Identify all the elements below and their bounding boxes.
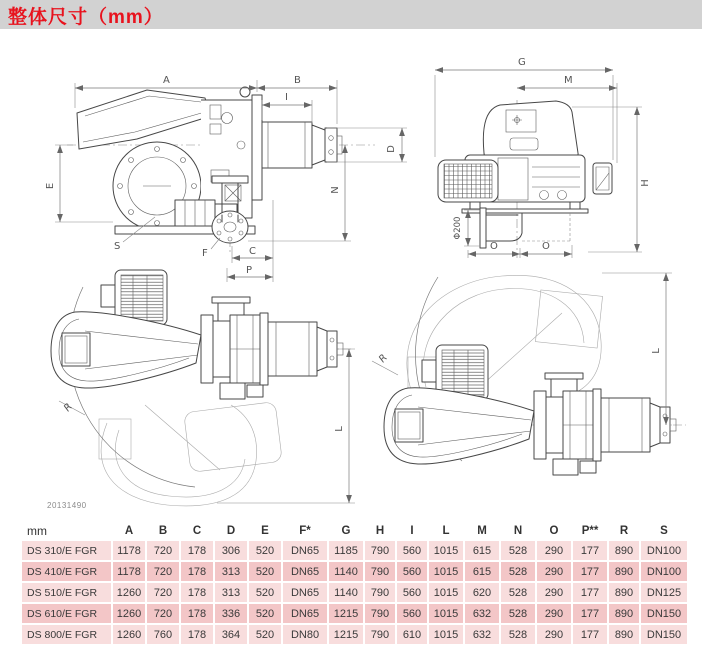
value-cell: 290 [537, 562, 571, 581]
value-cell: 1140 [329, 562, 363, 581]
top-view-right-drawing [350, 265, 702, 520]
value-cell: 177 [573, 541, 607, 560]
value-cell: 620 [465, 583, 499, 602]
flue-pipe [486, 213, 522, 241]
value-cell: 760 [147, 625, 179, 644]
value-cell: 560 [397, 562, 427, 581]
junction-box [101, 285, 115, 307]
value-cell: 1015 [429, 604, 463, 623]
value-cell: 1185 [329, 541, 363, 560]
header-col-f: F* [283, 522, 327, 539]
dim-label-a: A [163, 75, 170, 86]
value-cell: 1260 [113, 604, 145, 623]
dim-label-c: C [249, 246, 256, 257]
value-cell: 720 [147, 562, 179, 581]
value-cell: 1015 [429, 562, 463, 581]
value-cell: 290 [537, 625, 571, 644]
value-cell: 178 [181, 625, 213, 644]
value-cell: 1178 [113, 562, 145, 581]
inspection-window [62, 333, 90, 366]
value-cell: 615 [465, 562, 499, 581]
hood-outline [77, 90, 211, 149]
value-cell: DN100 [641, 541, 687, 560]
table-row [22, 562, 687, 581]
model-cell: DS 310/E FGR [22, 541, 111, 560]
value-cell: 313 [215, 562, 247, 581]
rear-cone [650, 403, 660, 447]
table-row [22, 583, 687, 602]
gun-neck [213, 321, 230, 377]
value-cell: 306 [215, 541, 247, 560]
rear-cap [327, 331, 337, 367]
ext-i [262, 100, 312, 123]
value-cell: 610 [397, 625, 427, 644]
dim-label-dia: Φ200 [453, 216, 463, 240]
value-cell: 520 [249, 604, 281, 623]
top-cover [483, 101, 578, 158]
value-cell: 1260 [113, 625, 145, 644]
header-col-d: D [215, 522, 247, 539]
rear-cylinder [601, 398, 650, 452]
value-cell: DN100 [641, 562, 687, 581]
header-col-m: M [465, 522, 499, 539]
value-cell: 290 [537, 541, 571, 560]
header-col-i: I [397, 522, 427, 539]
header-col-c: C [181, 522, 213, 539]
value-cell: 560 [397, 541, 427, 560]
value-cell: DN65 [283, 583, 327, 602]
dim-label-l: L [651, 348, 662, 354]
junction-box [422, 360, 436, 382]
gun-flange-2 [593, 389, 601, 461]
value-cell: DN65 [283, 562, 327, 581]
leader-f [211, 238, 220, 249]
header-col-r: R [609, 522, 639, 539]
dim-label-o1: O [490, 241, 498, 252]
value-cell: 890 [609, 583, 639, 602]
value-cell: 890 [609, 562, 639, 581]
value-cell: 560 [397, 604, 427, 623]
value-cell: 528 [501, 562, 535, 581]
value-cell: 528 [501, 625, 535, 644]
value-cell: 790 [365, 541, 395, 560]
motor-fins [121, 275, 163, 321]
value-cell: 890 [609, 541, 639, 560]
value-cell: DN80 [283, 625, 327, 644]
table-body [22, 541, 687, 644]
value-cell: DN65 [283, 604, 327, 623]
value-cell: 520 [249, 562, 281, 581]
pump-block-2 [580, 461, 596, 473]
rear-cap [660, 407, 670, 443]
table-header-row [22, 522, 687, 539]
end-cap [325, 128, 337, 162]
dim-label-p: P [246, 265, 253, 276]
side-view-drawing [15, 50, 420, 290]
value-cell: 632 [465, 604, 499, 623]
dim-label-h: H [640, 179, 651, 187]
value-cell: 520 [249, 625, 281, 644]
header-col-s: S [641, 522, 687, 539]
value-cell: 790 [365, 625, 395, 644]
header-unit-label: mm [22, 522, 111, 539]
table-row [22, 604, 687, 623]
value-cell: 313 [215, 583, 247, 602]
dim-label-m: M [564, 75, 573, 86]
feet [470, 202, 580, 209]
dim-label-b: B [294, 75, 301, 86]
value-cell: 890 [609, 604, 639, 623]
header-col-p: P** [573, 522, 607, 539]
model-cell: DS 800/E FGR [22, 625, 111, 644]
header-col-a: A [113, 522, 145, 539]
value-cell: DN150 [641, 625, 687, 644]
lifting-eye [240, 87, 250, 97]
end-cone [312, 125, 325, 165]
table-row [22, 625, 687, 644]
value-cell: DN125 [641, 583, 687, 602]
value-cell: 178 [181, 562, 213, 581]
dim-label-i: I [285, 92, 288, 103]
blast-tube [262, 122, 312, 168]
value-cell: 177 [573, 604, 607, 623]
pump-block [220, 383, 245, 399]
value-cell: 1015 [429, 583, 463, 602]
gas-port-plate [212, 297, 250, 303]
top-view-right-diagram [350, 265, 702, 525]
value-cell: 177 [573, 625, 607, 644]
dim-label-r: R [377, 352, 390, 366]
model-cell: DS 410/E FGR [22, 562, 111, 581]
ext-dia [464, 210, 480, 246]
value-cell: 528 [501, 604, 535, 623]
header-col-o: O [537, 522, 571, 539]
header-col-g: G [329, 522, 363, 539]
value-cell: DN65 [283, 541, 327, 560]
header-col-n: N [501, 522, 535, 539]
model-cell: DS 610/E FGR [22, 604, 111, 623]
value-cell: 1215 [329, 625, 363, 644]
table-row [22, 541, 687, 560]
dim-label-d: D [386, 145, 397, 153]
dim-label-s: S [114, 241, 121, 252]
page-title: 整体尺寸（mm） [8, 7, 164, 28]
header-col-b: B [147, 522, 179, 539]
value-cell: 528 [501, 541, 535, 560]
rear-view-drawing [420, 52, 702, 270]
value-cell: 632 [465, 625, 499, 644]
gun-flange-1 [534, 391, 546, 459]
value-cell: 177 [573, 562, 607, 581]
value-cell: 520 [249, 541, 281, 560]
header-col-l: L [429, 522, 463, 539]
dim-label-g: G [518, 57, 526, 68]
value-cell: 336 [215, 604, 247, 623]
value-cell: 290 [537, 583, 571, 602]
value-cell: 1178 [113, 541, 145, 560]
value-cell: 890 [609, 625, 639, 644]
value-cell: 1140 [329, 583, 363, 602]
value-cell: 290 [537, 604, 571, 623]
dimensions-table [20, 520, 689, 646]
motor-fins [442, 350, 484, 396]
value-cell: 790 [365, 562, 395, 581]
dim-label-e: E [45, 182, 56, 190]
gun-neck [546, 397, 563, 453]
value-cell: 790 [365, 604, 395, 623]
value-cell: 528 [501, 583, 535, 602]
dim-label-l: L [334, 426, 345, 432]
top-view-left-drawing [15, 255, 365, 520]
value-cell: 1260 [113, 583, 145, 602]
pump-block-2 [247, 385, 263, 397]
pump-block [553, 459, 578, 475]
dim-label-n: N [330, 186, 341, 194]
value-cell: 615 [465, 541, 499, 560]
gun-flange-1 [201, 315, 213, 383]
ext-e [55, 145, 113, 222]
model-cell: DS 510/E FGR [22, 583, 111, 602]
drawing-number: 20131490 [47, 501, 87, 510]
flue-hidden [522, 213, 570, 241]
rear-cone [317, 327, 327, 371]
value-cell: 178 [181, 604, 213, 623]
flue-flange [480, 208, 486, 248]
value-cell: 720 [147, 604, 179, 623]
mounting-flange [252, 95, 262, 200]
rear-motor-fins [444, 164, 492, 198]
value-cell: 178 [181, 583, 213, 602]
header-col-e: E [249, 522, 281, 539]
swing-ghost [99, 402, 282, 506]
value-cell: 560 [397, 583, 427, 602]
top-view-left-diagram [15, 255, 365, 525]
value-cell: 364 [215, 625, 247, 644]
inspection-window [395, 409, 423, 442]
value-cell: 720 [147, 583, 179, 602]
dim-label-f: F [202, 248, 208, 259]
header-col-h: H [365, 522, 395, 539]
section-header-banner [0, 0, 702, 29]
value-cell: 178 [181, 541, 213, 560]
value-cell: DN150 [641, 604, 687, 623]
value-cell: 1215 [329, 604, 363, 623]
value-cell: 720 [147, 541, 179, 560]
gun-flange-2 [260, 313, 268, 385]
gas-port-plate [545, 373, 583, 379]
rear-view-diagram [420, 52, 702, 275]
value-cell: 1015 [429, 625, 463, 644]
value-cell: 177 [573, 583, 607, 602]
pipe-top-flange [212, 176, 248, 183]
dim-label-o2: O [542, 241, 550, 252]
dim-label-r: R [62, 401, 75, 415]
value-cell: 520 [249, 583, 281, 602]
rear-cylinder [268, 322, 317, 376]
pipe-flange-disc [212, 211, 248, 243]
value-cell: 790 [365, 583, 395, 602]
value-cell: 1015 [429, 541, 463, 560]
